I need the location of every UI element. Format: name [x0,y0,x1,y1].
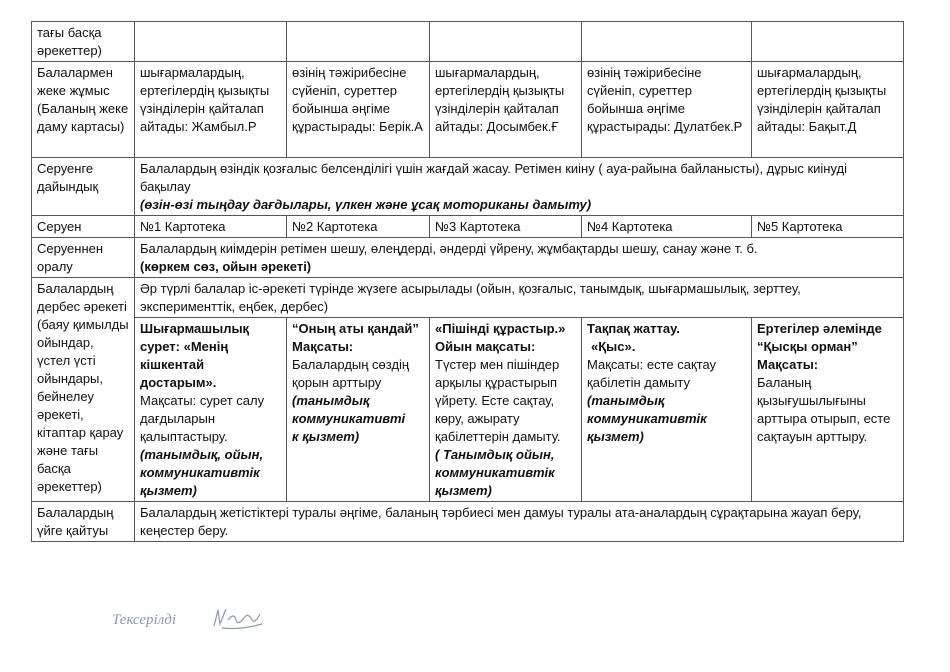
activity-note: ( Танымдық ойын, коммуникативтік қызмет) [435,447,555,498]
activity-title: «Қыс». [591,339,636,354]
table-cell [582,318,752,502]
cell-text: Балалардың киімдерін ретімен шешу, өлеңдерді, әндерді үйрену, жұмбақтарды шешу, санау және т. б. [140,241,758,256]
table-row [32,502,904,542]
activity-note: к қызмет) [292,429,360,444]
activity-note: (танымдық коммуникативтік қызмет) [587,393,707,444]
table-cell [752,318,904,502]
table-cell: шығармалардың, ертегілердің қызықты үзінділерін қайталап айтады: Жамбыл.Р [135,62,287,158]
cell-text: Балалардың өзіндік қозғалыс белсенділігі үшін жағдай жасау. Ретімен киіну ( ауа-райына байланысты), дұрыс киінуді бақылау [140,161,848,194]
row-label: Балалармен жеке жұмыс (Баланың жеке даму картасы) [32,62,135,158]
table-cell: өзінің тәжірибесіне сүйеніп, суреттер бойынша әңгіме құрастырады: Дулатбек.Р [582,62,752,158]
table-cell: шығармалардың, ертегілердің қызықты үзінділерін қайталап айтады: Досымбек.Ғ [430,62,582,158]
activity-note: коммуникативті [292,411,406,426]
table-cell: өзінің тәжірибесіне сүйеніп, суреттер бойынша әңгіме құрастырады: Берік.А [287,62,430,158]
table-row [32,216,904,238]
activity-text: Мақсаты: есте сақтау қабілетін дамыту [587,357,717,390]
table-row [32,158,904,216]
row-label: Балалардың үйге қайтуы [32,502,135,542]
activity-title: Тақпақ жаттау. [587,321,680,336]
activity-title: “Оның аты қандай” [292,321,419,336]
signature-label: Тексерілді [112,612,176,628]
table-cell: Әр түрлі балалар іс-әрекеті түрінде жүзеге асырылады (ойын, қозғалыс, танымдық, шығармашылық, зерттеу, эксперименттік, еңбек, дербес) [135,278,904,318]
activity-text: Баланың қызығушылығыны арттыра отырып, есте сақтауын арттыру. [757,375,891,444]
table-cell: Балалардың жетістіктері туралы әңгіме, баланың тәрбиесі мен дамуы туралы ата-аналардың сұрақтарына жауап беру, кеңестер беру. [135,502,904,542]
table-cell: шығармалардың, ертегілердің қызықты үзінділерін қайталап айтады: Бақыт.Д [752,62,904,158]
activity-title: Ертегілер әлемінде [757,321,882,336]
signature-scribble [214,609,262,629]
table-cell [135,318,287,502]
table-cell: №4 Картотека [582,216,752,238]
row-label: Серуенге дайындық [32,158,135,216]
table-cell [287,318,430,502]
row-label: Балалардың дербес әрекеті (баяу қимылды ойындар, үстел үсті ойындары, бейнелеу әрекеті, кітаптар қарау және тағы басқа әрекеттер) [32,278,135,502]
schedule-table [31,21,904,542]
table-row [32,238,904,278]
cell-note: (көркем сөз, ойын әрекеті) [140,259,312,274]
table-cell [430,318,582,502]
activity-note: (танымдық [292,393,370,408]
row-label: Серуен [32,216,135,238]
activity-goal: Ойын мақсаты: [435,339,536,354]
table-cell: №5 Картотека [752,216,904,238]
table-row [32,22,904,62]
activity-text: Мақсаты: сурет салу дағдыларын қалыптастыру. [140,393,265,444]
cell-note: (өзін-өзі тыңдау дағдылары, үлкен және ұсақ моториканы дамыту) [140,197,592,212]
row-label: тағы басқа әрекеттер) [32,22,135,62]
table-cell: №3 Картотека [430,216,582,238]
activity-text: Балалардың сөздің қорын арттыру [292,357,410,390]
activity-title: «Пішінді құрастыр.» [435,321,566,336]
table-cell [135,238,904,278]
activity-goal: Мақсаты: [292,339,354,354]
signature [110,600,270,634]
table-row [32,318,904,502]
table-row [32,278,904,318]
activity-note: (танымдық, ойын, коммуникативтік қызмет) [140,447,264,498]
activity-title: Шығармашылық сурет: «Менің кішкентай достарым». [140,321,250,390]
activity-text: Түстер мен пішіндер арқылы құрастырып үйрету. Есте сақтау, көру, ажырату қабілеттерін дамыту. [435,357,561,444]
table-row [32,62,904,158]
row-label: Серуеннен оралу [32,238,135,278]
table-cell [135,158,904,216]
activity-goal: Мақсаты: [757,357,819,372]
activity-title: “Қысқы орман” [757,339,858,354]
table-cell: №2 Картотека [287,216,430,238]
table-cell: №1 Картотека [135,216,287,238]
